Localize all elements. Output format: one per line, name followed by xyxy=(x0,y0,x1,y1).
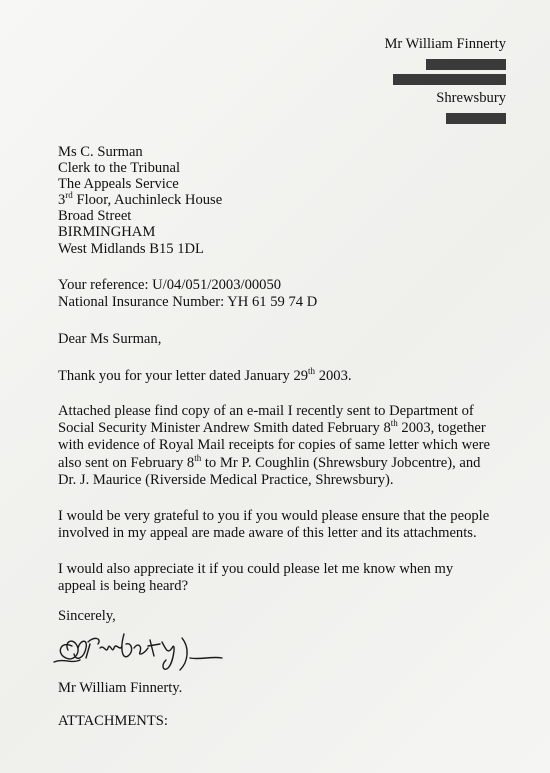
closing: Sincerely, xyxy=(58,608,116,624)
paragraph-2-line: also sent on February 8th to Mr P. Coughlin (Shrewsbury Jobcentre), and xyxy=(58,453,481,471)
paragraph-1: Thank you for your letter dated January 29th 2003. xyxy=(58,366,352,384)
recipient-line: West Midlands B15 1DL xyxy=(58,241,204,257)
handwritten-signature xyxy=(50,618,270,680)
recipient-line xyxy=(58,192,222,209)
recipient-line: BIRMINGHAM xyxy=(58,224,156,240)
paragraph-2-line: Attached please find copy of an e-mail I recently sent to Department of xyxy=(58,403,474,419)
paragraph-3-line: involved in my appeal are made aware of this letter and its attachments. xyxy=(58,525,477,541)
sender-town: Shrewsbury xyxy=(436,90,506,106)
paragraph-2-line: Dr. J. Maurice (Riverside Medical Practice, Shrewsbury). xyxy=(58,472,394,488)
paragraph-4-line: appeal is being heard? xyxy=(58,578,189,594)
recipient-line: Clerk to the Tribunal xyxy=(58,160,181,176)
paragraph-2-line: with evidence of Royal Mail receipts for copies of same letter which were xyxy=(58,437,490,453)
recipient-line: Ms C. Surman xyxy=(58,144,143,160)
redacted-address-line xyxy=(426,59,506,70)
paragraph-4-line: I would also appreciate it if you could please let me know when my xyxy=(58,561,454,577)
ni-number: National Insurance Number: YH 61 59 74 D xyxy=(58,294,318,310)
redacted-address-line xyxy=(393,74,506,85)
recipient-line: Broad Street xyxy=(58,208,132,224)
sender-name: Mr William Finnerty xyxy=(384,36,506,52)
recipient-line: The Appeals Service xyxy=(58,176,179,192)
paragraph-3-line: I would be very grateful to you if you would please ensure that the people xyxy=(58,508,490,524)
signature-name: Mr William Finnerty. xyxy=(58,680,183,696)
attachments-heading: ATTACHMENTS: xyxy=(58,713,168,729)
floor-number: 3 xyxy=(58,192,66,208)
paragraph-2-line: Social Security Minister Andrew Smith dated February 8th 2003, together xyxy=(58,418,486,436)
recipient-floor-text: Floor, Auchinleck House xyxy=(76,192,223,208)
salutation: Dear Ms Surman, xyxy=(58,331,162,347)
floor-suffix: rd xyxy=(65,190,73,200)
your-reference: Your reference: U/04/051/2003/00050 xyxy=(58,277,282,293)
redacted-postcode xyxy=(446,113,506,124)
